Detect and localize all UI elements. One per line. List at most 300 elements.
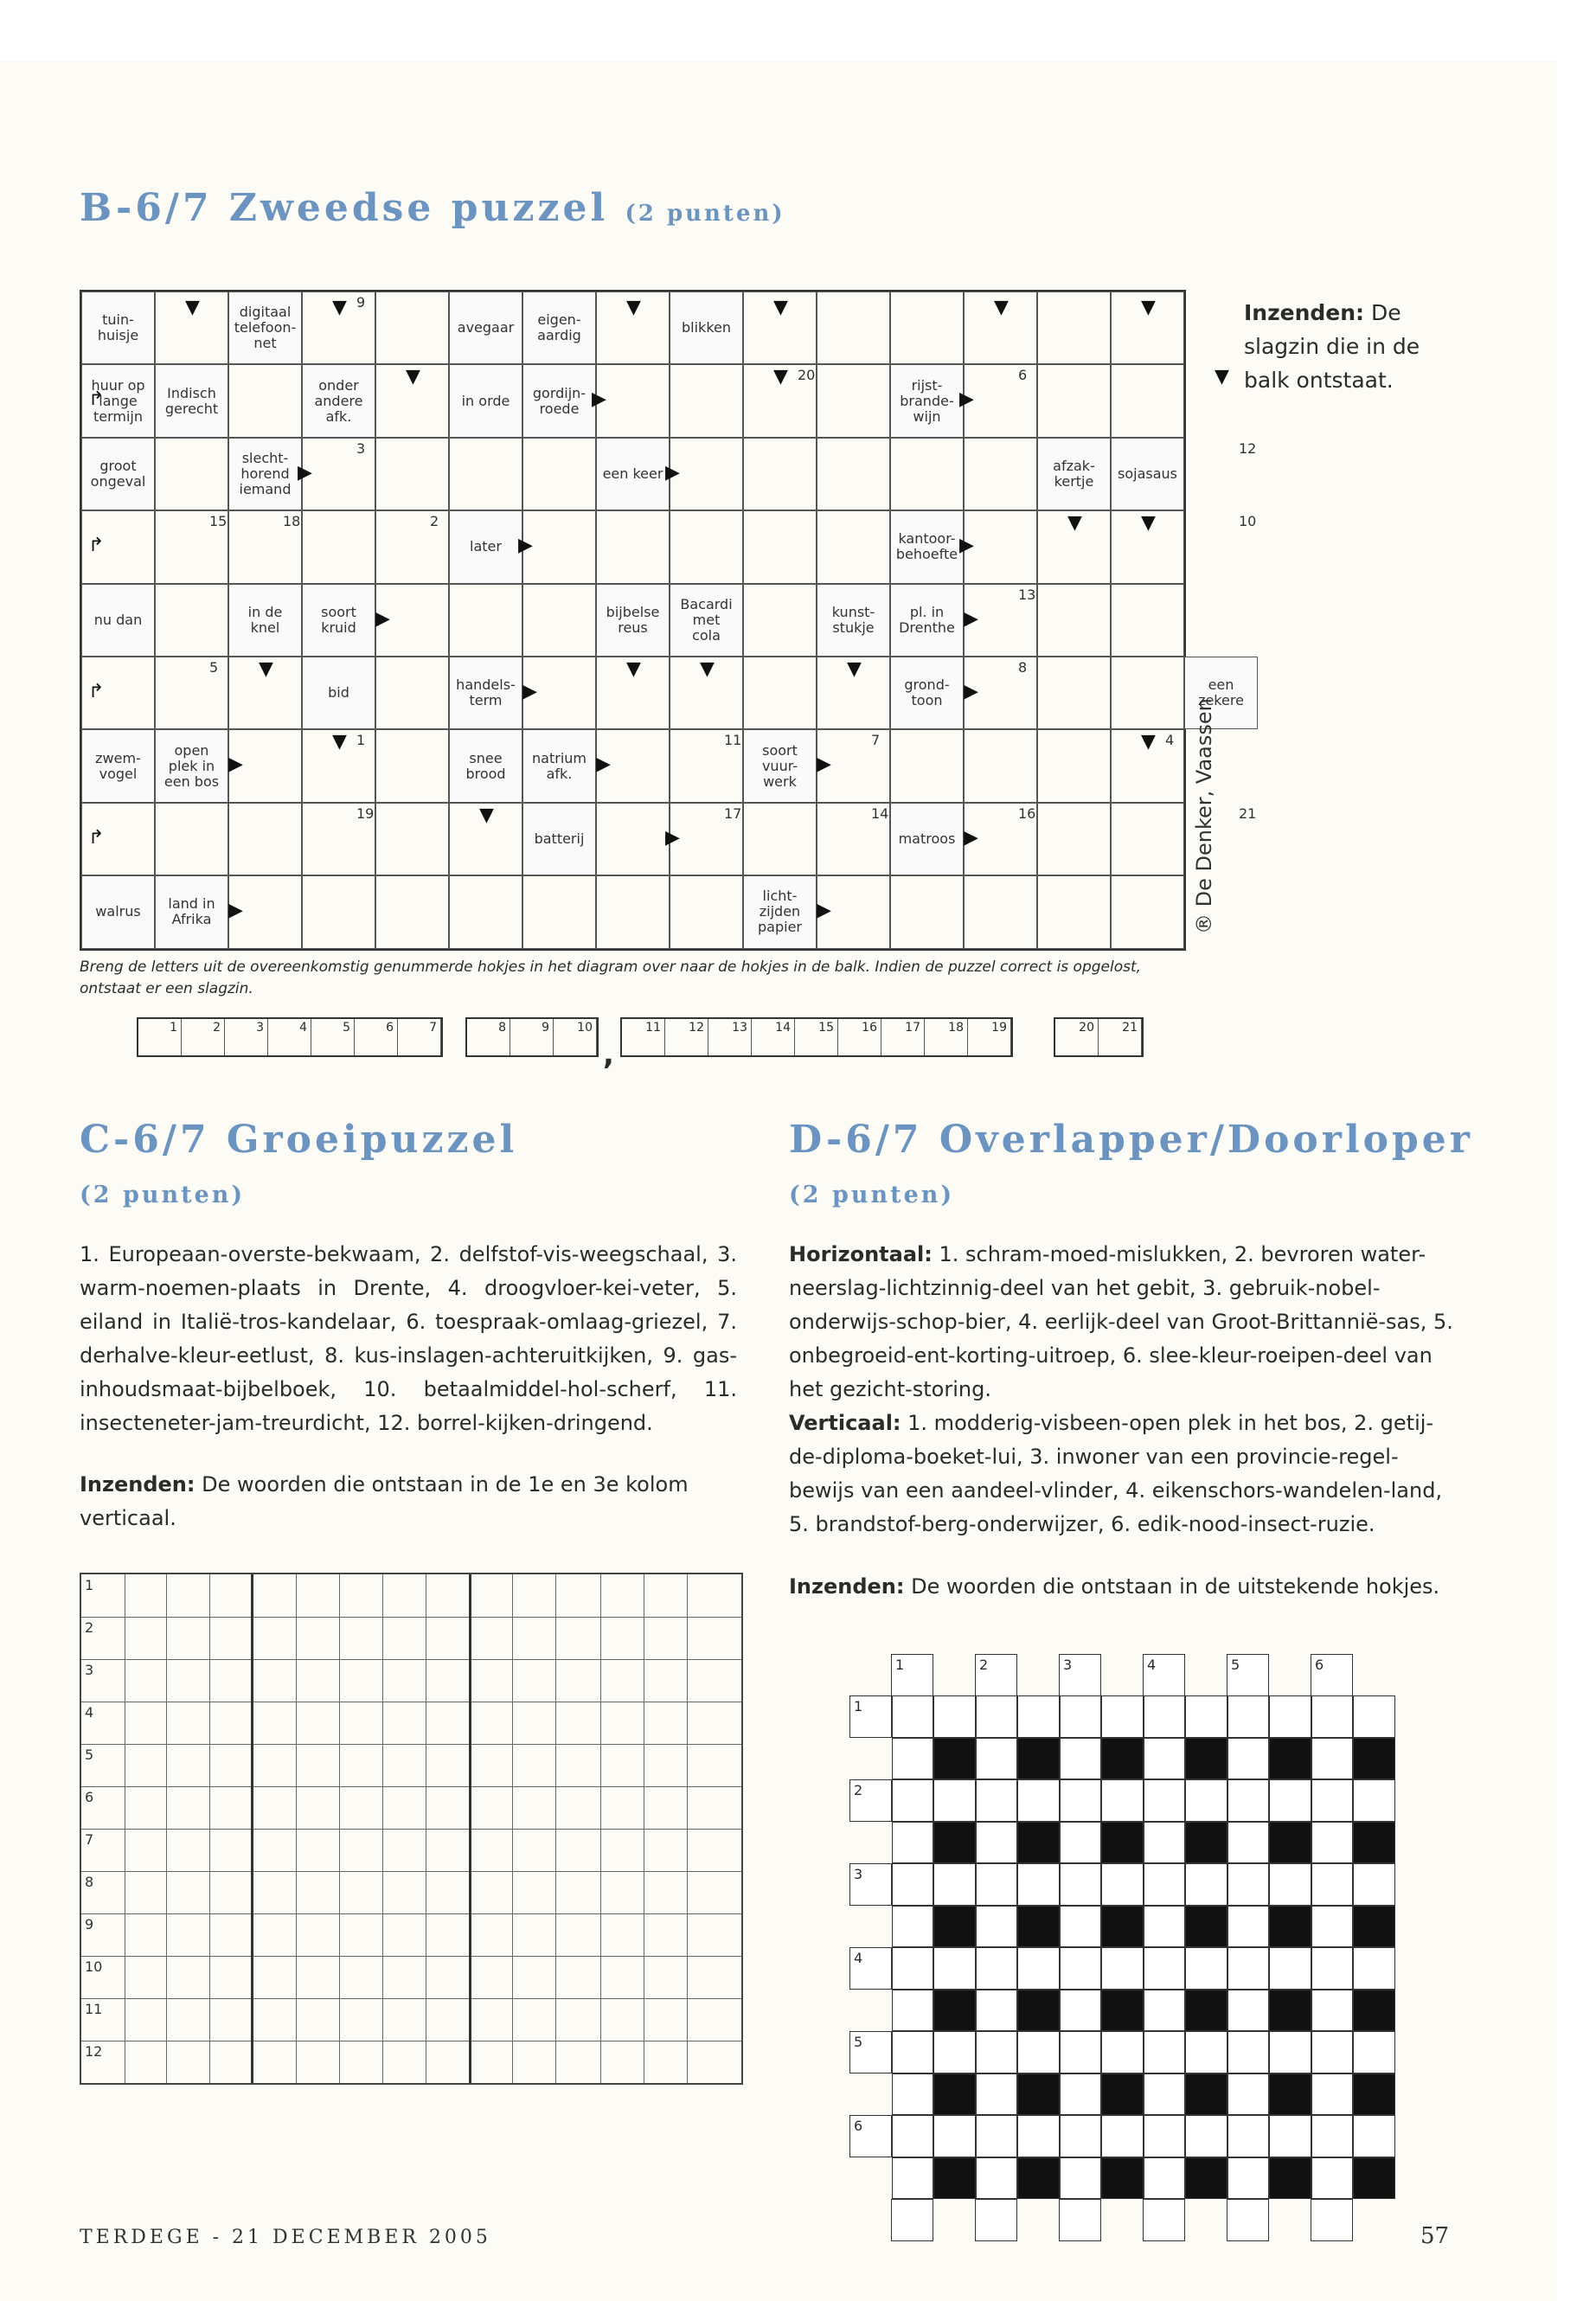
puzzle-cell[interactable]: [743, 657, 817, 729]
bar-cell[interactable]: [311, 1019, 355, 1055]
cell-number: 5: [209, 659, 219, 676]
bar-cell[interactable]: [1055, 1019, 1099, 1055]
puzzle-cell[interactable]: [1037, 729, 1111, 802]
puzzle-cell[interactable]: [449, 875, 522, 948]
overlap-cell[interactable]: [1144, 2115, 1186, 2157]
b-instruction: Breng de letters uit de overeenkomstig genummerde hokjes in het diagram over naar de hokjes in de balk. Indien de puzzel correct is opgelost, ontstaat er een slagzin.: [80, 958, 1142, 997]
overlap-cell[interactable]: [976, 2157, 1018, 2200]
puzzle-cell[interactable]: [890, 438, 964, 510]
overlap-cell[interactable]: [1269, 2115, 1311, 2157]
arrow-icon: ▶: [964, 826, 978, 849]
black-cell: [1185, 2157, 1227, 2200]
overlap-cell[interactable]: [1060, 2073, 1102, 2116]
puzzle-cell[interactable]: [155, 584, 228, 657]
d-submit-label: Inzenden:: [789, 1574, 905, 1599]
bar-comma: ,: [603, 1037, 614, 1072]
bar-cell-number: 16: [862, 1021, 877, 1035]
d-points: (2 punten): [789, 1182, 955, 1208]
black-cell: [1269, 1738, 1311, 1780]
puzzle-cell[interactable]: [1037, 875, 1111, 948]
overlap-cell[interactable]: [1311, 1947, 1354, 1990]
overlap-cell[interactable]: [1060, 1906, 1102, 1948]
overlap-cell[interactable]: [892, 2073, 934, 2116]
puzzle-cell[interactable]: [1111, 803, 1184, 875]
bar-cell[interactable]: [225, 1019, 268, 1055]
puzzle-cell[interactable]: [1037, 584, 1111, 657]
b-title-text: B-6/7 Zweedse puzzel: [80, 186, 609, 230]
clue-cell: natrium afk.: [522, 729, 596, 802]
overlap-cell[interactable]: [933, 1947, 976, 1990]
bar-cell[interactable]: [182, 1019, 225, 1055]
d-submit-text: De woorden die ontstaan in de uitstekende hokjes.: [911, 1574, 1440, 1599]
overlap-cell[interactable]: [1311, 1654, 1353, 1696]
puzzle-cell[interactable]: [817, 510, 890, 583]
overlap-cell[interactable]: [1269, 1947, 1311, 1990]
overlap-cell[interactable]: [1185, 2031, 1227, 2073]
puzzle-cell[interactable]: [964, 510, 1037, 583]
arrow-icon: ▶: [596, 753, 611, 776]
clue-cell: in de knel: [228, 584, 302, 657]
arrow-icon: ▼: [185, 297, 200, 318]
overlap-cell[interactable]: [1060, 2115, 1102, 2157]
overlap-cell[interactable]: [975, 2199, 1017, 2241]
bar-cell-number: 7: [429, 1021, 437, 1035]
overlap-cell[interactable]: [1144, 1695, 1186, 1738]
page-number: 57: [1420, 2223, 1450, 2249]
cell-number: 16: [1018, 804, 1036, 822]
grid-line: [555, 1574, 556, 2083]
bar-cell[interactable]: [398, 1019, 441, 1055]
puzzle-cell[interactable]: [155, 438, 228, 510]
overlap-cell[interactable]: [1269, 1863, 1311, 1906]
puzzle-cell[interactable]: [743, 510, 817, 583]
overlap-cell[interactable]: [1311, 2073, 1354, 2116]
overlap-cell[interactable]: [1017, 1695, 1060, 1738]
overlap-cell[interactable]: [892, 1990, 934, 2032]
overlap-cell[interactable]: [1353, 2031, 1395, 2073]
overlap-cell[interactable]: [892, 1779, 934, 1822]
bar-cell-number: 21: [1122, 1021, 1138, 1035]
overlap-cell[interactable]: [1017, 2031, 1060, 2073]
puzzle-cell[interactable]: [817, 438, 890, 510]
arrow-icon: ↱: [88, 826, 105, 849]
overlap-cell[interactable]: [975, 1654, 1017, 1696]
overlap-cell[interactable]: [892, 2157, 934, 2200]
overlap-cell[interactable]: [1059, 1654, 1101, 1696]
overlap-cell[interactable]: [891, 2199, 933, 2241]
b-points: (2 punten): [625, 201, 785, 227]
arrow-icon: ▼: [259, 658, 273, 680]
overlap-cell[interactable]: [1353, 1779, 1395, 1822]
overlap-cell[interactable]: [892, 1947, 934, 1990]
arrow-icon: ▶: [518, 535, 533, 557]
overlap-cell[interactable]: [891, 1654, 933, 1696]
overlap-cell[interactable]: [1060, 1990, 1102, 2032]
overlap-cell[interactable]: [976, 1863, 1018, 1906]
overlap-cell[interactable]: [1311, 1906, 1354, 1948]
overlap-cell[interactable]: [849, 1863, 892, 1906]
arrow-icon: ▶: [959, 535, 974, 557]
overlap-cell[interactable]: [1227, 1822, 1270, 1864]
black-cell: [1101, 1906, 1144, 1948]
bar-cell-number: 5: [343, 1021, 350, 1035]
puzzle-cell[interactable]: [1037, 364, 1111, 437]
bar-cell[interactable]: [881, 1019, 925, 1055]
overlap-cell[interactable]: [1311, 1863, 1354, 1906]
bar-group: [620, 1017, 1013, 1057]
overlap-cell[interactable]: [1060, 2031, 1102, 2073]
arrow-icon: ▼: [626, 297, 641, 318]
overlap-cell[interactable]: [976, 1947, 1018, 1990]
overlap-cell[interactable]: [1227, 1947, 1270, 1990]
overlap-cell[interactable]: [1311, 1990, 1354, 2032]
puzzle-cell[interactable]: [522, 584, 596, 657]
puzzle-cell[interactable]: [449, 584, 522, 657]
clue-cell: sojasaus: [1111, 438, 1184, 510]
overlap-cell[interactable]: [1353, 2115, 1395, 2157]
overlap-cell[interactable]: [1144, 2073, 1186, 2116]
overlap-cell[interactable]: [1060, 1863, 1102, 1906]
row-number: 1: [854, 1698, 863, 1715]
overlap-cell[interactable]: [1227, 2199, 1269, 2241]
puzzle-cell[interactable]: [1111, 657, 1184, 729]
overlap-cell[interactable]: [1311, 2115, 1354, 2157]
overlap-cell[interactable]: [1060, 1779, 1102, 1822]
overlap-cell[interactable]: [1060, 1738, 1102, 1780]
overlap-cell[interactable]: [1144, 1990, 1186, 2032]
overlap-cell[interactable]: [1311, 2031, 1354, 2073]
overlap-cell[interactable]: [976, 1906, 1018, 1948]
black-cell: [1017, 1738, 1060, 1780]
arrow-icon: ▶: [228, 753, 243, 776]
overlap-cell[interactable]: [1185, 1863, 1227, 1906]
overlap-cell[interactable]: [976, 2073, 1018, 2116]
puzzle-cell[interactable]: [670, 438, 743, 510]
overlap-cell[interactable]: [1060, 2157, 1102, 2200]
overlap-cell[interactable]: [1227, 2073, 1270, 2116]
bar-cell[interactable]: [752, 1019, 795, 1055]
overlap-cell[interactable]: [1144, 1863, 1186, 1906]
bar-cell-number: 11: [645, 1021, 661, 1035]
overlap-cell[interactable]: [1311, 1738, 1354, 1780]
overlap-cell[interactable]: [1227, 2031, 1270, 2073]
puzzle-cell[interactable]: [522, 510, 596, 583]
puzzle-cell[interactable]: [449, 438, 522, 510]
cell-number: 10: [1239, 513, 1257, 530]
overlap-cell[interactable]: [976, 1779, 1018, 1822]
overlap-cell[interactable]: [933, 1779, 976, 1822]
puzzle-cell[interactable]: [1037, 292, 1111, 364]
overlap-cell[interactable]: [892, 1822, 934, 1864]
overlap-cell[interactable]: [933, 2115, 976, 2157]
overlap-cell[interactable]: [1269, 1779, 1311, 1822]
overlap-cell[interactable]: [849, 1695, 892, 1738]
overlap-cell[interactable]: [976, 2115, 1018, 2157]
overlap-cell[interactable]: [1227, 1654, 1269, 1696]
puzzle-cell[interactable]: [1037, 803, 1111, 875]
bar-cell[interactable]: [1099, 1019, 1142, 1055]
overlap-cell[interactable]: [1311, 2157, 1354, 2200]
puzzle-cell[interactable]: [1111, 875, 1184, 948]
puzzle-cell[interactable]: [228, 364, 302, 437]
overlap-cell[interactable]: [892, 1738, 934, 1780]
bar-cell[interactable]: [268, 1019, 311, 1055]
arrow-icon: ▼: [700, 658, 715, 680]
overlap-cell[interactable]: [1060, 1947, 1102, 1990]
bar-cell[interactable]: [467, 1019, 510, 1055]
bar-cell-number: 12: [689, 1021, 704, 1035]
grid-line: [81, 1744, 741, 1745]
black-cell: [1101, 2073, 1144, 2116]
grid-line: [81, 1659, 741, 1660]
overlap-cell[interactable]: [892, 2031, 934, 2073]
overlap-cell[interactable]: [976, 1990, 1018, 2032]
overlap-cell[interactable]: [976, 1822, 1018, 1864]
row-number: 8: [85, 1874, 94, 1890]
puzzle-cell[interactable]: [522, 438, 596, 510]
overlap-cell[interactable]: [1144, 1779, 1186, 1822]
row-number: 7: [85, 1831, 94, 1848]
bar-cell-number: 6: [386, 1021, 394, 1035]
overlap-cell[interactable]: [892, 1863, 934, 1906]
puzzle-cell[interactable]: [302, 510, 375, 583]
overlap-cell[interactable]: [1311, 1779, 1354, 1822]
overlap-cell[interactable]: [892, 1695, 934, 1738]
puzzle-cell[interactable]: [670, 510, 743, 583]
grid-line: [687, 1574, 688, 2083]
puzzle-cell[interactable]: [964, 438, 1037, 510]
overlap-cell[interactable]: [1144, 1906, 1186, 1948]
puzzle-cell[interactable]: [596, 803, 670, 875]
black-cell: [1101, 1822, 1144, 1864]
arrow-icon: ▶: [665, 461, 680, 484]
overlap-cell[interactable]: [1227, 1990, 1270, 2032]
bar-cell[interactable]: [795, 1019, 838, 1055]
grid-line: [166, 1574, 167, 2083]
overlap-cell[interactable]: [892, 2115, 934, 2157]
c-submit-label: Inzenden:: [80, 1472, 195, 1497]
cell-number: 20: [798, 367, 816, 384]
grid-line: [469, 1574, 471, 2083]
row-number: 2: [85, 1619, 94, 1636]
puzzle-cell[interactable]: [890, 875, 964, 948]
grid-line: [81, 1871, 741, 1872]
overlap-cell[interactable]: [1059, 2199, 1101, 2241]
clue-cell: een zekere: [1184, 657, 1258, 729]
puzzle-cell[interactable]: [670, 875, 743, 948]
overlap-cell[interactable]: [1227, 1779, 1270, 1822]
black-cell: [1269, 2157, 1311, 2200]
bar-cell-number: 15: [818, 1021, 834, 1035]
cell-number: 12: [1239, 439, 1257, 457]
overlap-cell[interactable]: [1144, 2031, 1186, 2073]
overlap-cell[interactable]: [1227, 2115, 1270, 2157]
overlap-cell[interactable]: [1017, 1779, 1060, 1822]
clue-cell: kunst- stukje: [817, 584, 890, 657]
puzzle-cell[interactable]: [890, 292, 964, 364]
d-horizontal-text: 1. schram-moed-mislukken, 2. bevroren water-neerslag-lichtzinnig-deel van het gebit, 3. gebruik-nobel-onderwijs-schop-bier, 4. eerlijk-deel van Groot-Brittannië-sas, 5. onbegroeid-ent-korting-uitroep, 6. slee-kleur-roeipen-deel van het gezicht-storing.: [789, 1242, 1453, 1401]
overlap-cell[interactable]: [1227, 1695, 1270, 1738]
overlap-cell[interactable]: [1353, 1863, 1395, 1906]
black-cell: [1017, 1906, 1060, 1948]
overlap-cell[interactable]: [1311, 1822, 1354, 1864]
overlap-cell[interactable]: [1101, 1779, 1144, 1822]
overlap-cell[interactable]: [1144, 1947, 1186, 1990]
clue-cell: Indisch gerecht: [155, 364, 228, 437]
overlap-cell[interactable]: [1143, 2199, 1185, 2241]
overlap-cell[interactable]: [1353, 1695, 1395, 1738]
bar-cell[interactable]: [554, 1019, 597, 1055]
overlap-cell[interactable]: [1144, 2157, 1186, 2200]
overlap-cell[interactable]: [1227, 1863, 1270, 1906]
overlap-cell[interactable]: [1060, 1822, 1102, 1864]
d-vertical-label: Verticaal:: [789, 1411, 901, 1435]
puzzle-cell[interactable]: [596, 510, 670, 583]
b-submit: [1244, 296, 1460, 397]
puzzle-cell[interactable]: [522, 875, 596, 948]
overlap-cell[interactable]: [1185, 1779, 1227, 1822]
arrow-icon: ▼: [332, 731, 347, 753]
cell-number: 9: [356, 294, 366, 311]
overlap-cell[interactable]: [1101, 2115, 1144, 2157]
overlap-cell[interactable]: [1269, 2031, 1311, 2073]
puzzle-cell[interactable]: [375, 729, 449, 802]
puzzle-cell[interactable]: [155, 803, 228, 875]
c-clues: 1. Europeaan-overste-bekwaam, 2. delfstof-vis-weegschaal, 3. warm-noemen-plaats in Drente, 4. droogvloer-kei-veter, 5. eiland in Italië-tros-kandelaar, 6. toespraak-omlaag-griezel, 7. derhalve-kleur-eetlust, 8. kus-inslagen-achteruitkijken, 9. gas-inhoudsmaat-bijbelboek, 10. betaalmiddel-hol-scherf, 11. insecteneter-jam-treurdicht, 12. borrel-kijken-dringend.: [80, 1242, 737, 1435]
puzzle-cell[interactable]: [743, 438, 817, 510]
d-clues: [789, 1238, 1459, 1541]
overlap-cell[interactable]: [976, 1738, 1018, 1780]
overlap-cell[interactable]: [1101, 1863, 1144, 1906]
puzzle-cell[interactable]: [375, 657, 449, 729]
overlap-cell[interactable]: [1185, 2115, 1227, 2157]
bar-cell[interactable]: [665, 1019, 708, 1055]
puzzle-cell[interactable]: [1111, 584, 1184, 657]
overlap-cell[interactable]: [1144, 1738, 1186, 1780]
bar-cell[interactable]: [925, 1019, 968, 1055]
puzzle-cell[interactable]: [964, 875, 1037, 948]
puzzle-cell[interactable]: [890, 729, 964, 802]
puzzle-cell[interactable]: [375, 438, 449, 510]
column-number: 4: [1147, 1657, 1157, 1673]
clue-cell: soort kruid: [302, 584, 375, 657]
puzzle-cell[interactable]: [743, 803, 817, 875]
overlap-cell[interactable]: [1060, 1695, 1102, 1738]
overlap-cell[interactable]: [1143, 1654, 1185, 1696]
overlap-cell[interactable]: [849, 2115, 892, 2157]
overlap-cell[interactable]: [1017, 2115, 1060, 2157]
overlap-cell[interactable]: [1144, 1822, 1186, 1864]
black-cell: [1269, 1990, 1311, 2032]
overlap-cell[interactable]: [1311, 2199, 1353, 2241]
puzzle-cell[interactable]: [375, 803, 449, 875]
overlap-cell[interactable]: [1185, 1695, 1227, 1738]
d-submit: [789, 1570, 1459, 1604]
bar-cell[interactable]: [708, 1019, 752, 1055]
bar-cell[interactable]: [622, 1019, 665, 1055]
clue-cell: tuin- huisje: [81, 292, 155, 364]
black-cell: [1185, 2073, 1227, 2116]
overlap-cell[interactable]: [1101, 1695, 1144, 1738]
overlap-cell[interactable]: [933, 2031, 976, 2073]
overlap-cell[interactable]: [849, 2031, 892, 2073]
overlap-cell[interactable]: [849, 1779, 892, 1822]
copyright-text: ® De Denker, Vaassen: [1192, 698, 1216, 934]
clue-cell: in orde: [449, 364, 522, 437]
c-points: (2 punten): [80, 1182, 246, 1208]
overlap-cell[interactable]: [1227, 1738, 1270, 1780]
overlap-cell[interactable]: [1101, 1947, 1144, 1990]
puzzle-cell[interactable]: [596, 364, 670, 437]
puzzle-cell[interactable]: [302, 875, 375, 948]
puzzle-cell[interactable]: [817, 292, 890, 364]
bar-cell[interactable]: [510, 1019, 554, 1055]
puzzle-cell[interactable]: [964, 729, 1037, 802]
b-submit-text: De slagzin die in de balk ontstaat.: [1244, 300, 1420, 393]
puzzle-cell[interactable]: [817, 364, 890, 437]
c-section-title: C-6/7 Groeipuzzel: [80, 1118, 518, 1162]
puzzle-cell[interactable]: [375, 875, 449, 948]
puzzle-cell[interactable]: [228, 803, 302, 875]
puzzle-cell[interactable]: [596, 875, 670, 948]
bar-cell-number: 19: [991, 1021, 1007, 1035]
bar-cell[interactable]: [355, 1019, 398, 1055]
row-number: 3: [854, 1866, 863, 1882]
overlap-cell[interactable]: [933, 1695, 976, 1738]
clue-cell: afzak- kertje: [1037, 438, 1111, 510]
overlap-cell[interactable]: [1227, 2157, 1270, 2200]
overlap-cell[interactable]: [1017, 1863, 1060, 1906]
overlap-cell[interactable]: [1185, 1947, 1227, 1990]
overlap-cell[interactable]: [1227, 1906, 1270, 1948]
overlap-cell[interactable]: [892, 1906, 934, 1948]
puzzle-cell[interactable]: [1037, 657, 1111, 729]
row-number: 5: [85, 1747, 94, 1763]
puzzle-cell[interactable]: [1111, 364, 1184, 437]
overlap-cell[interactable]: [849, 1947, 892, 1990]
overlap-cell[interactable]: [976, 2031, 1018, 2073]
bar-cell[interactable]: [838, 1019, 881, 1055]
black-cell: [1101, 1738, 1144, 1780]
b-section-title: [80, 186, 785, 230]
arrow-icon: ▶: [665, 826, 680, 849]
row-number: 4: [854, 1950, 863, 1966]
grid-line: [382, 1574, 383, 2083]
bar-cell-number: 13: [732, 1021, 747, 1035]
overlap-cell[interactable]: [1311, 1695, 1354, 1738]
black-cell: [1353, 1822, 1395, 1864]
puzzle-cell[interactable]: [670, 364, 743, 437]
overlap-cell[interactable]: [1269, 1695, 1311, 1738]
black-cell: [1269, 2073, 1311, 2116]
puzzle-cell[interactable]: [375, 292, 449, 364]
clue-cell: handels- term: [449, 657, 522, 729]
overlap-cell[interactable]: [1017, 1947, 1060, 1990]
clue-cell: bijbelse reus: [596, 584, 670, 657]
puzzle-cell[interactable]: [743, 584, 817, 657]
bar-cell[interactable]: [138, 1019, 182, 1055]
overlap-cell[interactable]: [1353, 1947, 1395, 1990]
clue-cell: avegaar: [449, 292, 522, 364]
overlap-cell[interactable]: [1101, 2031, 1144, 2073]
clue-cell: eigen- aardig: [522, 292, 596, 364]
overlap-cell[interactable]: [933, 1863, 976, 1906]
overlap-cell[interactable]: [976, 1695, 1018, 1738]
column-number: 6: [1315, 1657, 1324, 1673]
black-cell: [1185, 1906, 1227, 1948]
bar-cell[interactable]: [968, 1019, 1011, 1055]
black-cell: [933, 1906, 976, 1948]
